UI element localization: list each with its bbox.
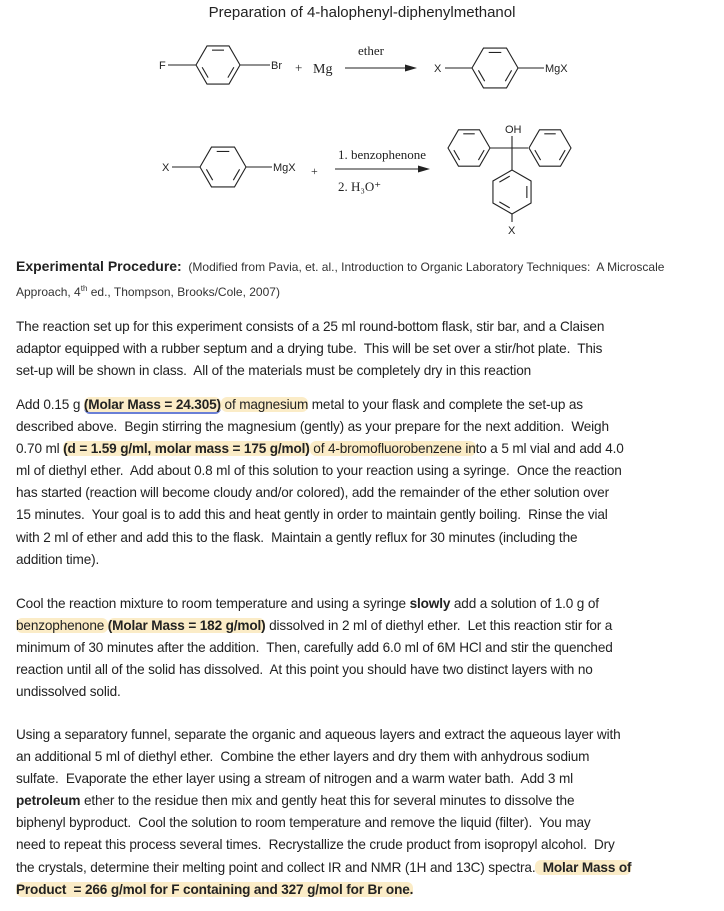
double-bond — [499, 202, 509, 208]
text-line — [16, 360, 721, 382]
text-segment: dissolved in 2 ml of diethyl ether. Let this reaction stir for a — [265, 618, 613, 634]
text-line — [16, 637, 721, 659]
text-segment: to a 5 ml vial and add 4.0 — [475, 441, 624, 457]
arrowhead-icon — [418, 166, 430, 173]
text-segment: an additional 5 ml of diethyl ether. Combine the ether layers and dry them with anhydrous sodium — [16, 749, 590, 765]
citation: ed., Thompson, Brooks/Cole, 2007) — [87, 285, 280, 299]
text-line — [16, 746, 721, 768]
bold-text: petroleum — [16, 793, 81, 809]
text-segment: minimum of 30 minutes after the addition. Then, carefully add 6.0 ml of 6M HCl and stir the quenched — [16, 640, 613, 656]
text-line — [16, 857, 721, 879]
text-line — [16, 438, 721, 460]
double-bond — [478, 70, 484, 81]
text-line — [16, 504, 721, 526]
text-line — [16, 615, 721, 637]
benzene-ring — [448, 130, 490, 166]
text-segment: described above. Begin stirring the magnesium (gently) as your prepare for the next addition. Weigh — [16, 419, 609, 435]
section-heading: Experimental Procedure: — [16, 258, 182, 274]
double-bond — [233, 169, 239, 180]
body-paragraph — [16, 394, 721, 571]
double-bond — [505, 70, 511, 81]
text-segment: add a solution of 1.0 g of — [450, 596, 599, 611]
procedure-header — [16, 255, 716, 303]
benzene-ring — [200, 147, 246, 187]
benzene-ring — [529, 130, 571, 166]
text-line — [16, 593, 721, 615]
text-line — [16, 416, 721, 438]
highlighted-text: of 4-bromofluorobenzene in — [309, 441, 476, 457]
text-segment: need to repeat this process several times. Recrystallize the crude product from isopropyl alcohol. Dry — [16, 837, 615, 853]
double-bond — [202, 67, 208, 77]
citation: Approach, 4 — [16, 285, 81, 299]
highlighted-text: of magnesium — [220, 397, 309, 412]
highlighted-text: Product = 266 g/mol for F containing and 327 g/mol for Br one. — [16, 881, 414, 897]
text-segment: addition time). — [16, 551, 100, 567]
atom-label: MgX — [273, 162, 296, 174]
text-line — [16, 394, 721, 416]
text-line — [16, 790, 721, 812]
body-paragraph — [16, 593, 721, 703]
body-paragraph — [16, 724, 721, 901]
text-segment: 0.70 ml — [16, 441, 64, 457]
highlighted-text: (d = 1.59 g/ml, molar mass = 175 g/mol) — [63, 441, 310, 457]
reagent-label: Mg — [313, 62, 333, 77]
text-line — [16, 482, 721, 504]
condition-label: ether — [358, 43, 384, 58]
atom-label: Br — [271, 60, 282, 72]
benzene-ring — [493, 170, 531, 214]
reaction-scheme — [0, 0, 724, 245]
page-title: Preparation of 4-halophenyl-diphenylmethanol — [208, 4, 516, 21]
atom-label: MgX — [545, 63, 568, 75]
body-paragraph — [16, 316, 721, 382]
atom-label: X — [434, 63, 442, 75]
text-line — [16, 338, 721, 360]
text-segment: adaptor equipped with a rubber septum and a drying tube. This will be set over a stir/hot plate. This — [16, 341, 603, 357]
citation: (Modified from Pavia, et. al., Introduction to Organic Laboratory Techniques: A Microscale — [181, 260, 665, 274]
text-segment: metal to your flask and complete the set-up as — [308, 397, 583, 412]
text-line — [16, 681, 721, 703]
text-segment: Cool the reaction mixture to room temperature and using a syringe — [16, 596, 410, 611]
arrowhead-icon — [405, 65, 417, 72]
benzene-ring — [472, 48, 518, 88]
text-segment: biphenyl byproduct. Cool the solution to room temperature and remove the liquid (filter). You may — [16, 815, 591, 831]
text-segment: Add 0.15 g — [16, 397, 84, 412]
double-bond — [206, 169, 212, 180]
text-segment: set-up will be shown in class. All of the materials must be completely dry in this reaction — [16, 363, 532, 379]
text-segment: 15 minutes. Your goal is to add this and heat gently in order to maintain gently boiling. Rinse the vial — [16, 507, 608, 523]
text-line — [16, 834, 721, 856]
highlighted-text: (Molar Mass = 24.305) — [83, 397, 221, 412]
plus-sign: + — [295, 60, 303, 75]
text-segment: The reaction set up for this experiment consists of a 25 ml round-bottom flask, stir bar, and a Claisen — [16, 319, 605, 334]
condition-label: 1. benzophenone — [338, 147, 427, 162]
benzene-ring — [196, 46, 240, 84]
text-line — [16, 316, 721, 338]
atom-label: X — [508, 225, 516, 237]
atom-label: X — [162, 162, 170, 174]
text-segment: has started (reaction will become cloudy and/or colored), add the remainder of the ether solution over — [16, 485, 609, 501]
double-bond — [228, 67, 234, 77]
text-line — [16, 460, 721, 482]
text-line — [16, 812, 721, 834]
text-segment: Using a separatory funnel, separate the organic and aqueous layers and extract the aqueous layer with — [16, 727, 621, 742]
text-segment: the crystals, determine their melting point and collect IR and NMR (1H and 13C) spectra. — [16, 859, 536, 875]
text-line — [16, 549, 721, 571]
highlighted-text: benzophenone — [16, 618, 108, 634]
text-segment: sulfate. Evaporate the ether layer using a stream of nitrogen and a warm water bath. Add 3 ml — [16, 771, 573, 787]
text-segment: ether to the residue then mix and gently heat this for several minutes to dissolve the — [80, 793, 575, 809]
text-segment: with 2 ml of ether and add this to the flask. Maintain a gently reflux for 30 minutes (including the — [16, 529, 578, 545]
condition-label: 2. H₃O⁺ — [338, 179, 382, 194]
bold-text: slowly — [409, 596, 451, 611]
citation-superscript: th — [80, 284, 88, 293]
atom-label: OH — [505, 124, 522, 136]
highlighted-text: Molar Mass of — [535, 859, 632, 875]
text-line — [16, 659, 721, 681]
atom-label: F — [159, 60, 166, 72]
text-line — [16, 879, 721, 901]
text-segment: reaction until all of the solid has dissolved. At this point you should have two distinct layers with no — [16, 662, 593, 678]
text-line — [16, 724, 721, 746]
text-line — [16, 768, 721, 790]
text-segment: undissolved solid. — [16, 684, 121, 700]
highlighted-text: (Molar Mass = 182 g/mol) — [107, 618, 266, 634]
plus-sign: + — [311, 164, 318, 178]
text-segment: ml of diethyl ether. Add about 0.8 ml of this solution to your reaction using a syringe. Once the reaction — [16, 463, 622, 479]
double-bond — [499, 176, 509, 182]
text-line — [16, 527, 721, 549]
